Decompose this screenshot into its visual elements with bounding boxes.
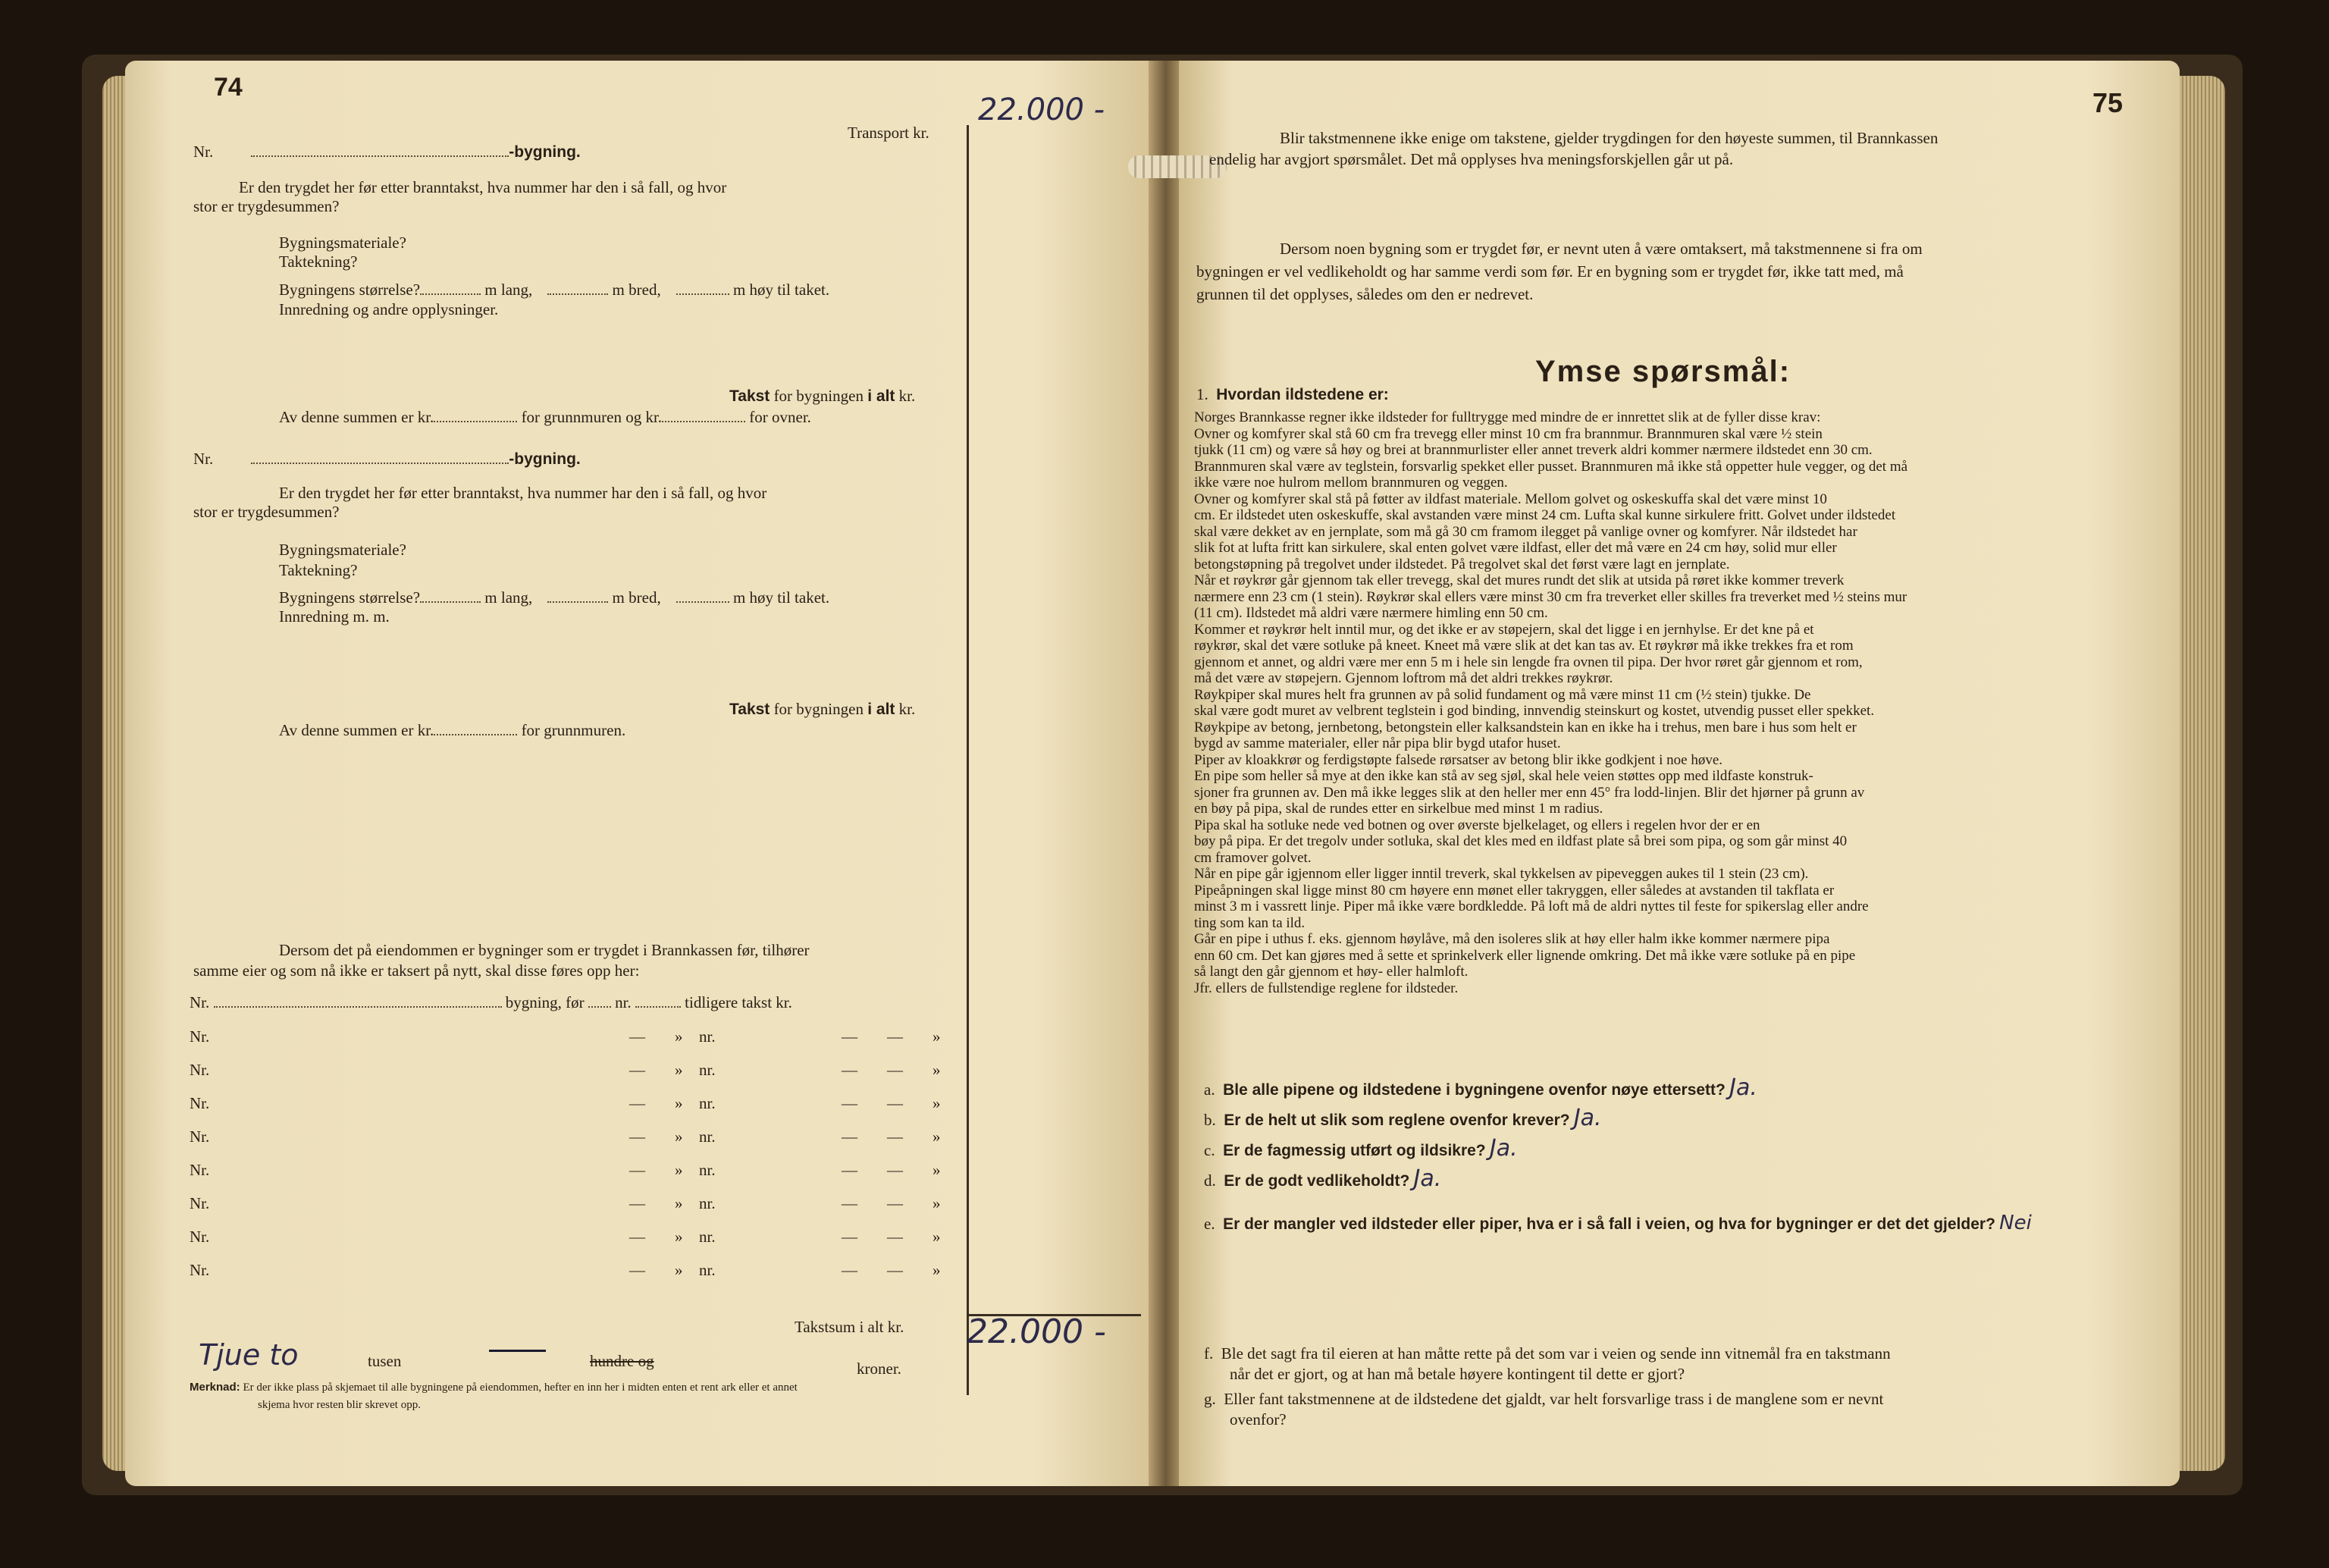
rules-line: Røykpipe av betong, jernbetong, betongstein eller kalksandstein kan en ikke ha i trehus, men bare i hus som helt er — [1194, 719, 1857, 735]
table-cell: — — [629, 1261, 645, 1279]
table-cell: » — [933, 1027, 941, 1046]
table-cell: — — [842, 1228, 857, 1246]
table-cell: nr. — [699, 1194, 716, 1212]
rules-line: enn 60 cm. Det kan gjøres med å sette et sprinkelverk eller lignende omkring. Det må ikke være sotluke på en pipe — [1194, 947, 1856, 964]
table-cell: » — [933, 1261, 941, 1279]
kroner-label: kroner. — [857, 1359, 901, 1378]
handwritten-amount: Tjue to — [199, 1338, 299, 1372]
page-number-left: 74 — [214, 73, 243, 102]
field-label: Innredning og andre opplysninger. — [279, 300, 499, 318]
rules-line: bøy på pipa. Er det tregolv under sotluka, skal det kles med en ildfast plate så brei som pipa, og som går minst 40 — [1194, 833, 1848, 849]
question-text: stor er trygdesummen? — [193, 503, 340, 521]
table-cell: — — [887, 1061, 903, 1079]
instruction-text: Dersom det på eiendommen er bygninger som er trygdet i Brannkassen før, tilhører — [279, 941, 810, 959]
rules-line: Norges Brannkasse regner ikke ildsteder for fulltrygge med mindre de er innrettet slik at de fyller disse krav: — [1194, 409, 1821, 425]
rules-line: cm. Er ildstedet uten oskeskuffe, skal avstanden være minst 24 cm. Lufta skal kunne sirkulere fritt. Golvet under ildstedet — [1194, 507, 1896, 523]
table-cell: » — [675, 1228, 683, 1246]
table-cell: » — [933, 1194, 941, 1212]
question-a: a. Ble alle pipene og ildstedene i bygningene ovenfor nøye ettersett? Ja. — [1204, 1074, 1757, 1101]
table-cell: » — [933, 1094, 941, 1112]
page-number-right: 75 — [2092, 87, 2124, 118]
table-cell: — — [842, 1127, 857, 1146]
question-b: b. Er de helt ut slik som reglene ovenfor krever? Ja. — [1204, 1105, 1602, 1131]
rules-line: Jfr. ellers de fullstendige reglene for ildsteder. — [1194, 980, 1459, 996]
rules-line: ikke være noe hulrom mellom brannmuren og veggen. — [1194, 475, 1508, 491]
table-cell: nr. — [699, 1127, 716, 1146]
table-cell: — — [887, 1094, 903, 1112]
table-cell: — — [842, 1261, 857, 1279]
tusen-label: tusen — [368, 1352, 402, 1370]
table-cell: — — [887, 1228, 903, 1246]
merknad: skjema hvor resten blir skrevet opp. — [258, 1399, 421, 1411]
rules-line: Ovner og komfyrer skal stå på føtter av ildfast materiale. Mellom golvet og oskeskuffa skal det være minst 10 — [1194, 491, 1827, 507]
intro-text: Dersom noen bygning som er trygdet før, er nevnt uten å være omtaksert, må takstmennene si fra om — [1280, 240, 1923, 258]
rules-line: skal være godt muret av velbrent teglstein i god binding, innvendig steinskurt og kostet, utvendig pusset eller spekket. — [1194, 703, 1875, 719]
rules-line: Brannmuren skal være av teglstein, forsvarlig spekket eller pusset. Brannmuren må ikke stå oppetter hule vegger, og det må — [1194, 458, 1908, 475]
rules-line: bygd av samme materialer, eller når pipa blir bygd utafor huset. — [1194, 735, 1561, 751]
rules-line: nærmere enn 23 cm (1 stein). Røykrør skal ellers være minst 30 cm fra treverket eller skilles fra treverket med ½ steins mur — [1194, 588, 1907, 605]
rules-line: en bøy på pipa, skal de rundes etter en sirkelbue med minst 1 m radius. — [1194, 801, 1603, 817]
table-cell: — — [887, 1261, 903, 1279]
table-cell: — — [842, 1027, 857, 1046]
table-cell: Nr. — [190, 1194, 210, 1212]
table-cell: » — [675, 1094, 683, 1112]
rules-line: cm framover golvet. — [1194, 849, 1312, 866]
field-label: Taktekning? — [279, 561, 358, 579]
question-e: e. Er der mangler ved ildsteder eller piper, hva er i så fall i veien, og hva for bygninger er det det gjelder? Nei — [1204, 1212, 2032, 1234]
rules-line: gjennom et annet, og aldri være mer enn 5 m i hele sin lengde fra ovnen til pipa. Der hvor røret går gjennom et rom, — [1194, 654, 1863, 670]
table-cell: nr. — [699, 1094, 716, 1112]
question-d: d. Er de godt vedlikeholdt? Ja. — [1204, 1165, 1442, 1192]
size-line: Bygningens størrelse? m lang, m bred, m høy til taket. — [279, 281, 830, 299]
rules-line: Når en pipe går igjennom eller ligger inntil treverk, skal tykkelsen av pipeveggen aukes til 1 stein (23 cm). — [1194, 866, 1809, 882]
table-cell: — — [629, 1127, 645, 1146]
field-label: Taktekning? — [279, 252, 358, 271]
table-cell: nr. — [699, 1228, 716, 1246]
question-c: c. Er de fagmessig utført og ildsikre? Ja. — [1204, 1135, 1518, 1162]
table-cell: Nr. — [190, 1027, 210, 1046]
intro-text: Blir takstmennene ikke enige om takstene, gjelder trygdingen for den høyeste summen, til Brannkassen — [1280, 129, 1939, 147]
intro-text: endelig har avgjort spørsmålet. Det må opplyses hva meningsforskjellen går ut på. — [1209, 150, 1734, 168]
handwritten-dash — [489, 1350, 546, 1352]
summary-line: Av denne summen er kr. for grunnmuren og kr. for ovner. — [279, 408, 811, 426]
table-row: Nr. bygning, før nr. tidligere takst kr. — [190, 993, 792, 1011]
amount-column-rule — [967, 125, 969, 1395]
rules-line: Pipa skal ha sotluke nede ved botnen og over øverste bjelkelaget, og ellers i regelen hvor der er en — [1194, 817, 1760, 833]
question-text: Er den trygdet her før etter branntakst, hva nummer har den i så fall, og hvor — [279, 484, 767, 502]
table-cell: » — [933, 1228, 941, 1246]
takstsum-label: Takstsum i alt kr. — [795, 1318, 904, 1336]
rules-line: (11 cm). Ildstedet må aldri være nærmere himling enn 50 cm. — [1194, 605, 1548, 621]
hundre-label: hundre og — [590, 1352, 654, 1370]
table-cell: — — [629, 1094, 645, 1112]
table-cell: — — [629, 1161, 645, 1179]
question-g: g. Eller fant takstmennene at de ildstedene det gjaldt, var helt forsvarlige trass i de manglene som er nevnt — [1204, 1390, 1884, 1408]
rules-line: Går en pipe i uthus f. eks. gjennom høylåve, må den isoleres slik at høy eller halm ikke kommer nærmere pipa — [1194, 931, 1830, 947]
rules-line: skal være dekket av en jernplate, som må gå 30 cm framom ilegget på vanlige ovner og komfyrer. Når ildstedet har — [1194, 523, 1857, 540]
table-cell: nr. — [699, 1027, 716, 1046]
section-heading: Ymse spørsmål: — [1535, 355, 1791, 388]
instruction-text: samme eier og som nå ikke er taksert på nytt, skal disse føres opp her: — [193, 961, 640, 980]
rules-line: Røykpiper skal mures helt fra grunnen av på solid fundament og må være minst 11 cm (½ stein) tjukke. De — [1194, 686, 1811, 703]
intro-text: grunnen til det opplyses, således om den er nedrevet. — [1196, 285, 1534, 303]
size-line: Bygningens størrelse? m lang, m bred, m høy til taket. — [279, 588, 830, 607]
rules-line: røykrør, skal det være sotluke på kneet. Kneet må være slik at det kan tas av. Et røykrør må ikke trekkes fra et rom — [1194, 638, 1854, 654]
table-cell: » — [675, 1261, 683, 1279]
field-label: Bygningsmateriale? — [279, 234, 406, 252]
table-cell: Nr. — [190, 1127, 210, 1146]
table-cell: » — [933, 1127, 941, 1146]
takst-line: Takst for bygningen i alt kr. — [729, 387, 916, 405]
table-cell: Nr. — [190, 1261, 210, 1279]
intro-text: bygningen er vel vedlikeholdt og har samme verdi som før. Er en bygning som er trygdet før, ikke tatt med, må — [1196, 262, 1904, 281]
table-cell: — — [842, 1194, 857, 1212]
table-cell: » — [675, 1061, 683, 1079]
table-cell: — — [629, 1061, 645, 1079]
table-cell: » — [933, 1061, 941, 1079]
field-label: Innredning m. m. — [279, 607, 390, 626]
takst-line: Takst for bygningen i alt kr. — [729, 700, 916, 718]
table-cell: — — [842, 1061, 857, 1079]
table-cell: » — [933, 1161, 941, 1179]
nr-label: Nr. -bygning. — [193, 450, 581, 468]
table-cell: Nr. — [190, 1228, 210, 1246]
table-cell: » — [675, 1161, 683, 1179]
transport-label: Transport kr. — [848, 124, 929, 142]
table-cell: nr. — [699, 1061, 716, 1079]
table-cell: » — [675, 1127, 683, 1146]
question-title: 1. Hvordan ildstedene er: — [1196, 385, 1389, 403]
nr-label: Nr. -bygning. — [193, 143, 581, 161]
takstsum-value: 22.000 - — [967, 1312, 1106, 1351]
rules-line: minst 3 m i vassrett linje. Piper må ikke være bordkledde. På loft må de aldri nyttes til feste for spikerslag eller andre — [1194, 898, 1869, 914]
question-text: Er den trygdet her før etter branntakst, hva nummer har den i så fall, og hvor — [239, 178, 727, 196]
table-cell: — — [887, 1027, 903, 1046]
fire-rules-text — [1194, 409, 1907, 996]
table-cell: — — [842, 1094, 857, 1112]
table-cell: — — [842, 1161, 857, 1179]
table-cell: — — [887, 1194, 903, 1212]
table-cell: Nr. — [190, 1061, 210, 1079]
rules-line: tjukk (11 cm) og være så høy og brei at brannmurlister eller annet treverk aldri kommer nærmere ildstedet enn 30 cm. — [1194, 442, 1873, 458]
table-cell: — — [629, 1194, 645, 1212]
table-cell: — — [629, 1228, 645, 1246]
table-cell: nr. — [699, 1261, 716, 1279]
rules-line: Pipeåpningen skal ligge minst 80 cm høyere enn mønet eller takryggen, eller således at avstanden til takflata er — [1194, 882, 1835, 898]
rules-line: må det være av støpejern. Gjennom loftrom må det aldri trekkes røykrør. — [1194, 670, 1613, 686]
table-cell: — — [887, 1161, 903, 1179]
rules-line: Ovner og komfyrer skal stå 60 cm fra trevegg eller minst 10 cm fra brannmur. Brannmuren skal være ½ stein — [1194, 425, 1823, 442]
rules-line: betongstøpning på tregolvet under ildstedet. På tregolvet skal det først være lagt en jernplate. — [1194, 556, 1730, 572]
question-f: f. Ble det sagt fra til eieren at han måtte rette på det som var i veien og sende inn vitnemål fra en takstmann — [1204, 1344, 1891, 1363]
question-text: stor er trygdesummen? — [193, 197, 340, 215]
table-cell: » — [675, 1194, 683, 1212]
rules-line: Kommer et røykrør helt inntil mur, og det ikke er av støpejern, skal det ligge i en jernhylse. Er det kne på et — [1194, 621, 1814, 638]
rules-line: En pipe som heller så mye at den ikke kan stå av seg sjøl, skal hele veien støttes opp med ildfaste konstruk- — [1194, 768, 1813, 784]
table-cell: Nr. — [190, 1161, 210, 1179]
question-f: når det er gjort, og at han må betale høyere kontingent til dette er gjort? — [1230, 1365, 1685, 1383]
question-g: ovenfor? — [1230, 1410, 1287, 1428]
rules-line: ting som kan ta ild. — [1194, 914, 1306, 931]
field-label: Bygningsmateriale? — [279, 541, 406, 559]
table-cell: — — [629, 1027, 645, 1046]
table-cell: nr. — [699, 1161, 716, 1179]
rules-line: sjoner fra grunnen av. Den må ikke legges slik at den heller mer enn 45° fra lodd-linjen. Blir det hjørner på grunn av — [1194, 784, 1865, 801]
table-cell: Nr. — [190, 1094, 210, 1112]
rules-line: Piper av kloakkrør og ferdigstøpte falsede rørsatser av betong blir ikke godkjent i noe høve. — [1194, 751, 1722, 768]
book-gutter — [1149, 61, 1183, 1486]
table-cell: — — [887, 1127, 903, 1146]
summary-line: Av denne summen er kr. for grunnmuren. — [279, 721, 626, 739]
transport-value: 22.000 - — [978, 93, 1105, 127]
table-cell: » — [675, 1027, 683, 1046]
rules-line: så langt den går gjennom et høy- eller halmloft. — [1194, 964, 1469, 980]
right-page-edges — [2180, 76, 2225, 1471]
rules-line: slik fot at lufta fritt kan sirkulere, skal enten golvet være ildfast, eller det må være en 24 cm høy, solid mur eller — [1194, 540, 1837, 556]
merknad: Merknad: Er der ikke plass på skjemaet til alle bygningene på eiendommen, hefter en inn her i midten enten et rent ark eller et annet — [190, 1381, 798, 1394]
rules-line: Når et røykrør går gjennom tak eller trevegg, skal det mures rundt det slik at utsida på røret ikke kommer treverk — [1194, 572, 1845, 588]
